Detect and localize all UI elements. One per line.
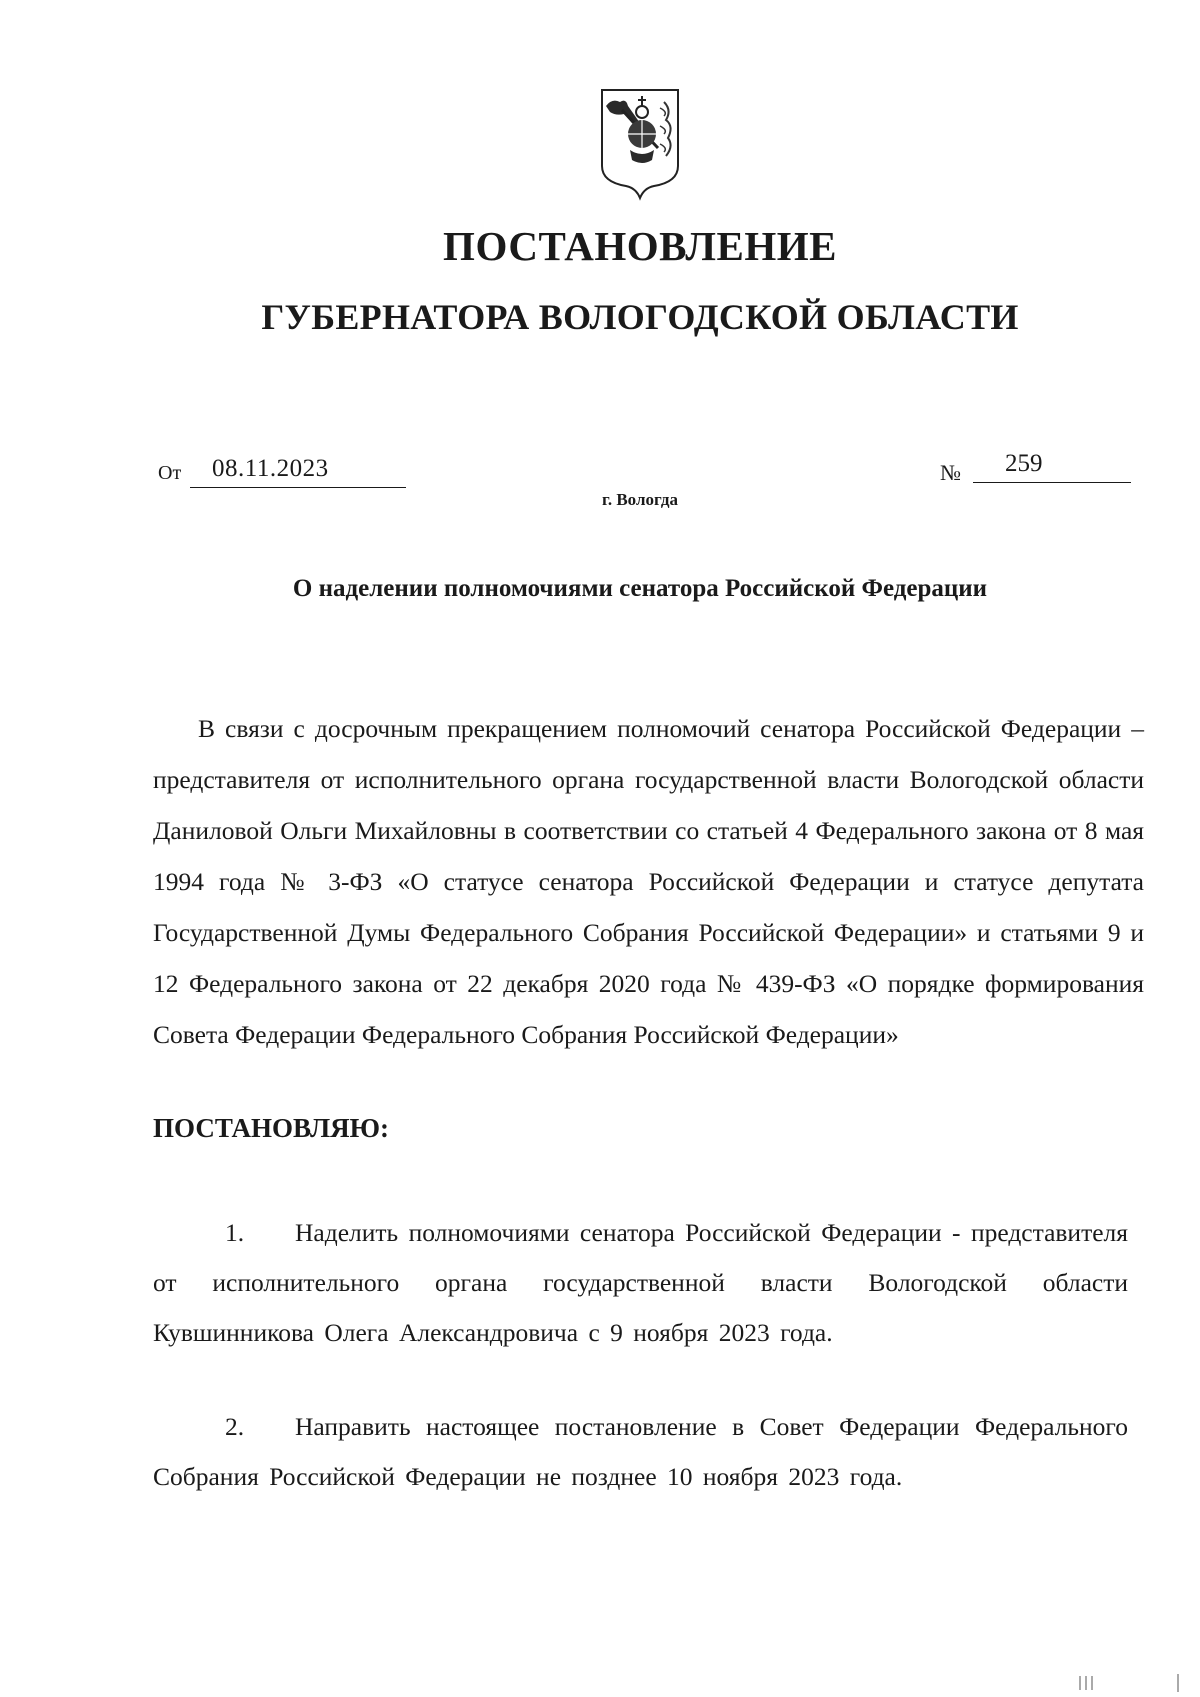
document-type-heading: ПОСТАНОВЛЕНИЕ	[443, 223, 837, 269]
number-field	[973, 450, 1131, 483]
coat-of-arms-icon	[598, 86, 682, 201]
list-item-number: 2.	[225, 1412, 245, 1441]
city-label: г. Вологда	[602, 490, 678, 509]
list-item	[153, 1402, 1128, 1502]
list-item	[153, 1208, 1128, 1358]
document-title: О наделении полномочиями сенатора Российской Федерации	[292, 575, 988, 602]
date-value: 08.11.2023	[212, 455, 329, 482]
date-field	[190, 455, 406, 488]
list-item-text: Наделить полномочиями сенатора Российской Федерации - представителя от исполнительного органа государственной власти Вологодской области Кувшинникова Олега Александровича с 9 ноября 2023 года.	[153, 1218, 1128, 1347]
preamble-paragraph: В связи с досрочным прекращением полномочий сенатора Российской Федерации – представителя от исполнительного органа государственной власти Вологодской области Даниловой Ольги Михайловны в соответствии со статьей 4 Федерального закона от 8 мая 1994 года № 3-ФЗ «О статусе сенатора Российской Федерации и статусе депутата Государственной Думы Федерального Собрания Российской Федерации» и статьями 9 и 12 Федерального закона от 22 декабря 2020 года № 439-ФЗ «О порядке формирования Совета Федерации Федерального Собрания Российской Федерации»	[153, 714, 1144, 1049]
decree-heading: ПОСТАНОВЛЯЮ:	[153, 1113, 389, 1143]
date-label: От	[158, 462, 182, 484]
issuer-heading: ГУБЕРНАТОРА ВОЛОГОДСКОЙ ОБЛАСТИ	[261, 297, 1019, 337]
list-item-text: Направить настоящее постановление в Совет Федерации Федерального Собрания Российской Федерации не позднее 10 ноября 2023 года.	[153, 1412, 1128, 1491]
number-value: 259	[1005, 450, 1043, 477]
number-label: №	[940, 460, 961, 485]
scan-marks	[1060, 1670, 1200, 1697]
list-item-number: 1.	[225, 1218, 245, 1247]
